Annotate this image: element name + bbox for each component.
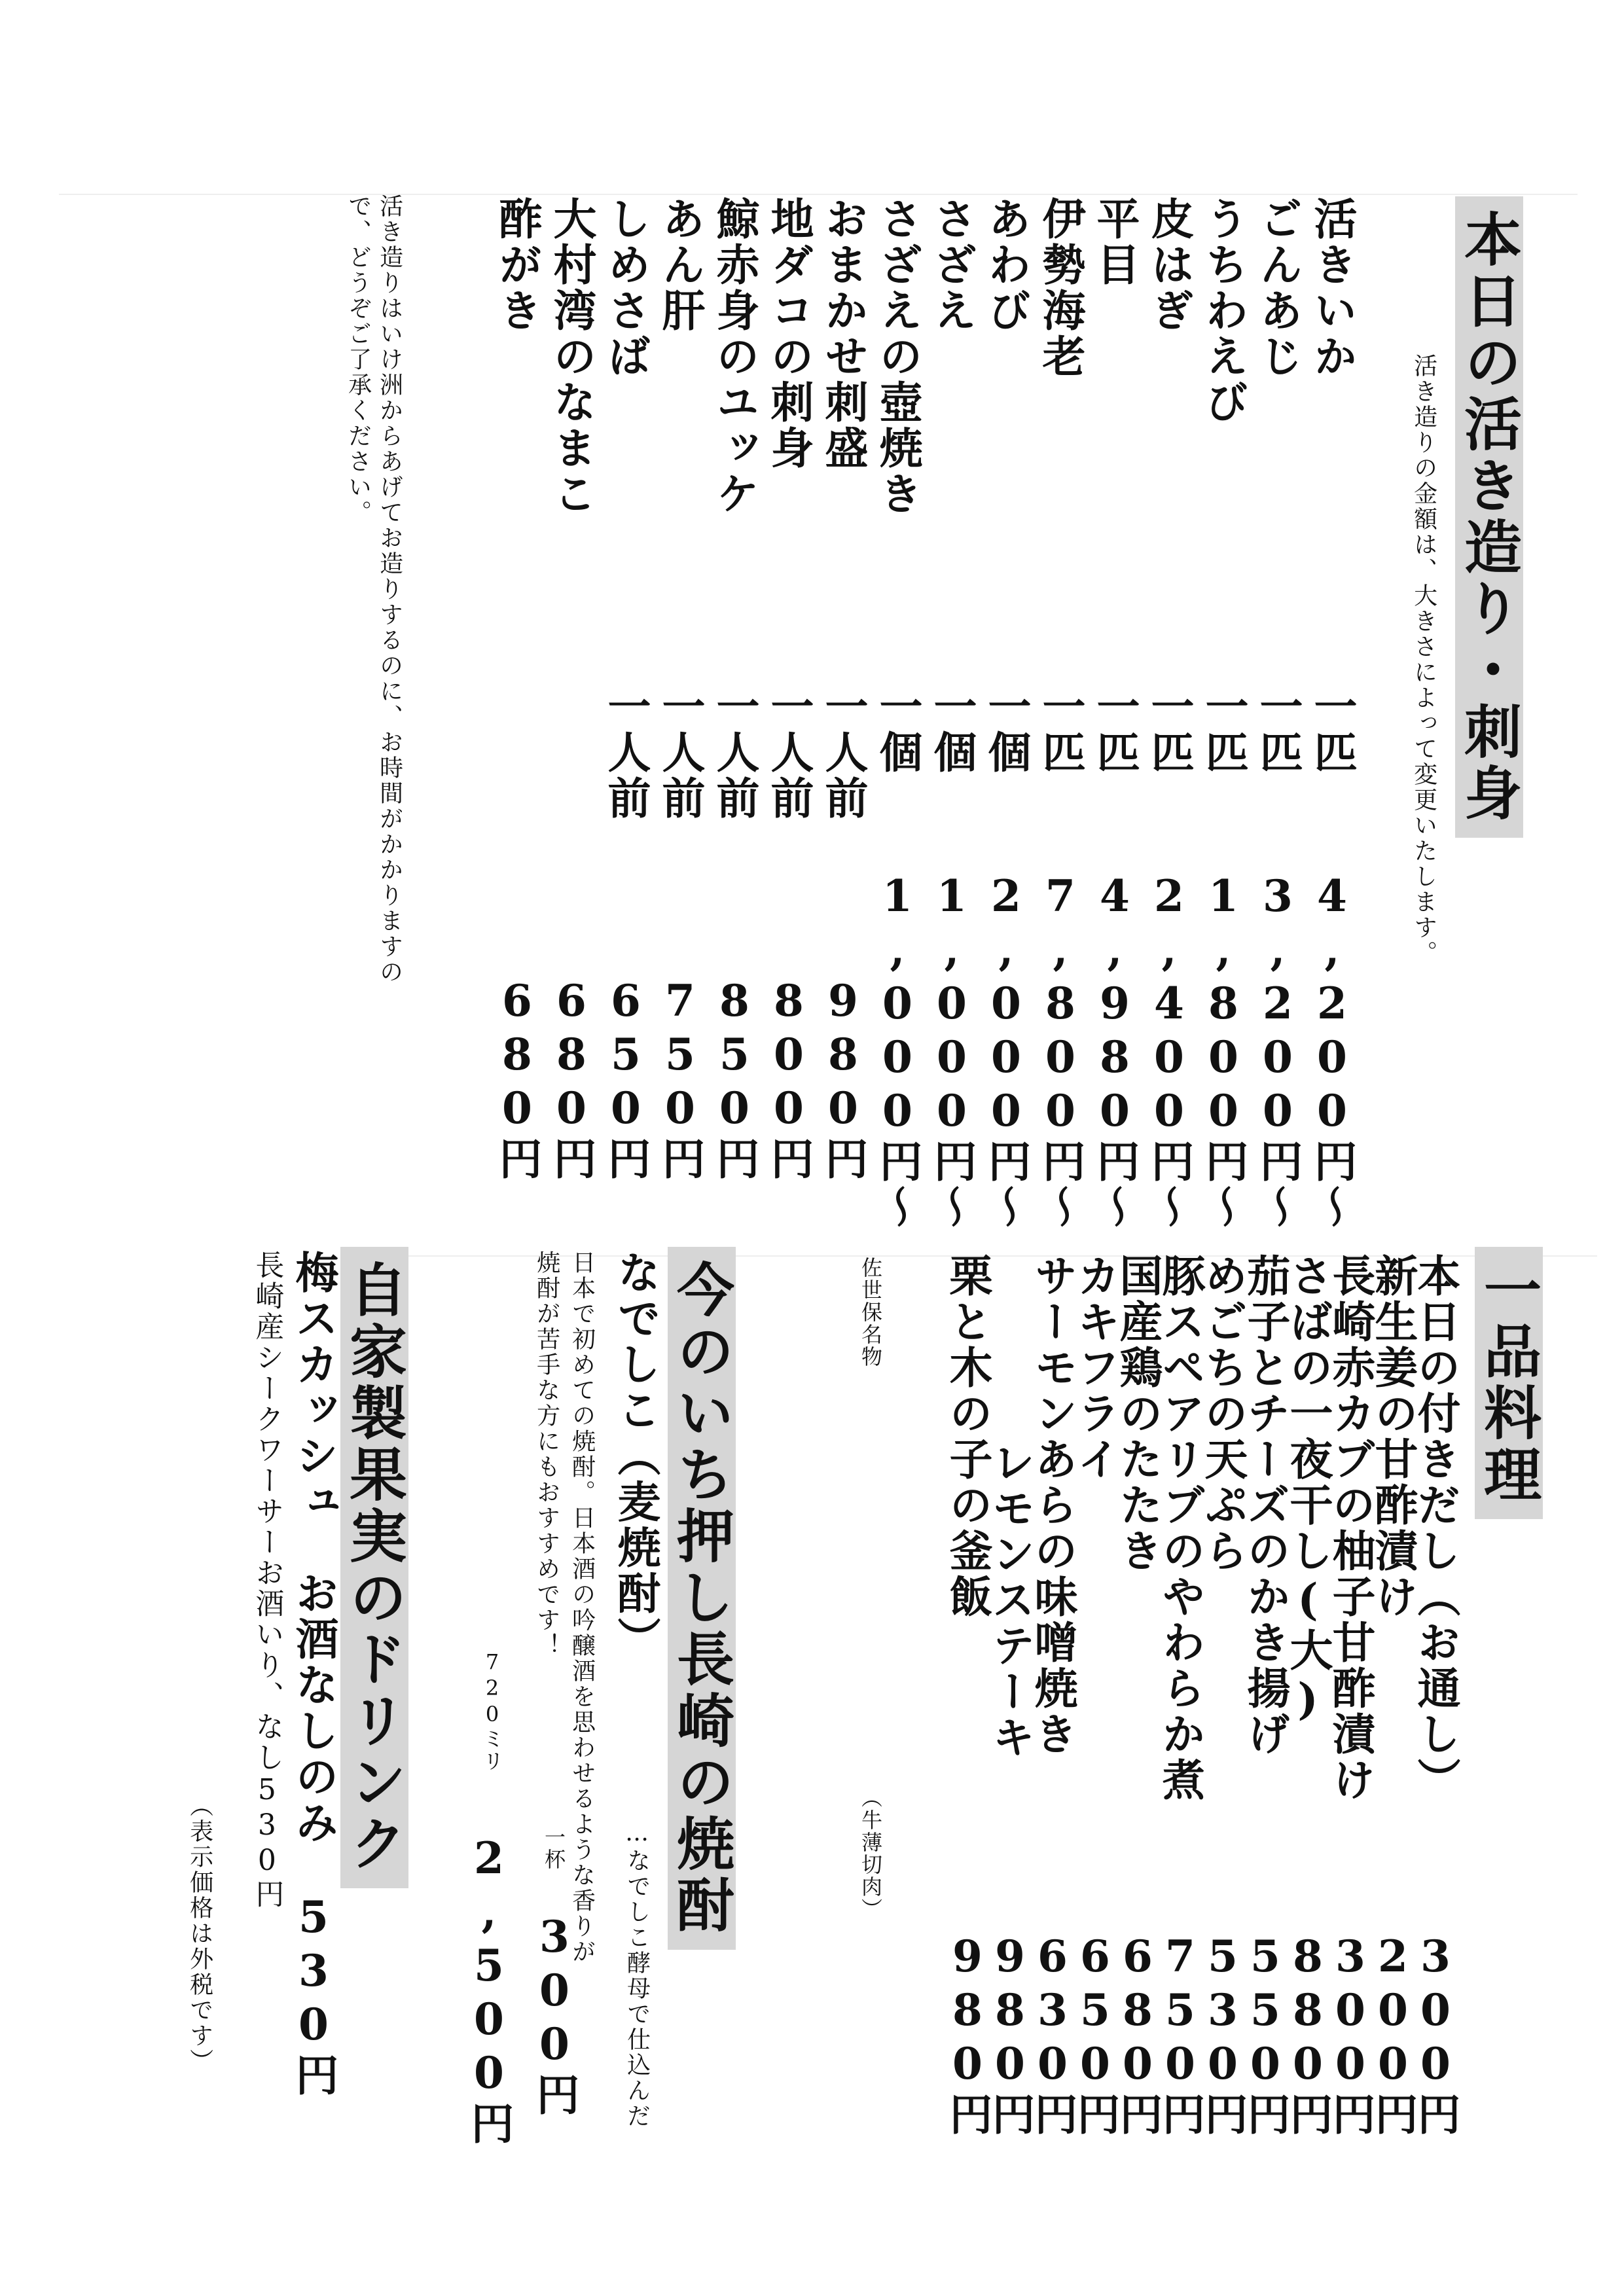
shochu-glass-price: 300円 (529, 1911, 580, 2118)
lemon-prefix: 佐世保名物 (858, 1257, 883, 1368)
sashimi-item-unit: 一人前 (600, 684, 651, 821)
ippin-item-name: サーモンあらの味噌焼き (1027, 1253, 1078, 1757)
ippin-item-price: 530円 (1197, 1931, 1248, 2138)
sashimi-item-price: 2,000円〜 (981, 870, 1032, 1230)
drinks-title: 自家製果実のドリンク (340, 1247, 408, 1888)
drink-item-ume: 梅スカッシュ お酒なしのみ 530円 (288, 1250, 339, 2098)
ippin-item-price: 300円 (1410, 1931, 1461, 2138)
sashimi-item-unit: 一匹 (1144, 684, 1195, 776)
ippin-item-name: 茄子とチーズのかき揚げ (1240, 1253, 1291, 1757)
ippin-title: 一品料理 (1475, 1247, 1543, 1519)
sashimi-item-unit: 一人前 (709, 684, 760, 821)
ippin-item-name: 長崎赤カブの柚子甘酢漬け (1325, 1253, 1376, 1803)
sashimi-item-price: 4,200円〜 (1307, 870, 1358, 1230)
sashimi-item-unit: 一匹 (1035, 684, 1086, 776)
ippin-item-price: 980円 (942, 1931, 993, 2138)
ippin-item-name: レモンステーキ (984, 1440, 1036, 1761)
sashimi-item-unit: 一人前 (818, 684, 869, 821)
ippin-item-name: 本日の付きだし（お通し） (1410, 1253, 1461, 1803)
sashimi-item-price: 2,400円〜 (1144, 870, 1195, 1230)
sashimi-item-price: 3,200円〜 (1252, 870, 1303, 1230)
sashimi-item-unit: 一匹 (1307, 684, 1358, 776)
ippin-item-name: めごちの天ぷら (1197, 1253, 1248, 1574)
ippin-item-name: 国産鶏のたたき (1112, 1253, 1163, 1574)
shochu-glass-label: 一杯 (541, 1826, 566, 1871)
sashimi-item-price: 1,000円〜 (926, 870, 977, 1230)
shochu-desc-2: 焼酎が苦手な方にもおすすめです！ (533, 1250, 560, 1659)
sashimi-item-name: あん肝 (655, 196, 706, 334)
sashimi-item-unit: 一匹 (1198, 684, 1249, 776)
ippin-item-price: 630円 (1027, 1931, 1078, 2138)
sashimi-item-price: 4,980円〜 (1089, 870, 1140, 1230)
ippin-item-price: 650円 (1070, 1931, 1121, 2138)
ippin-item-name: 新生姜の甘酢漬け (1367, 1253, 1418, 1620)
sashimi-item-name: あわび (981, 196, 1032, 334)
sashimi-item-name: 伊勢海老 (1035, 196, 1086, 380)
tax-note: （表示価格は外税です） (186, 1793, 213, 2074)
shochu-title: 今のいち押し長崎の焼酎 (668, 1247, 736, 1950)
sashimi-footnote-1: 活き造りはいけ洲からあげてお造りするのに、お時間がかかりますの (376, 194, 403, 985)
ippin-item-price: 880円 (1282, 1931, 1333, 2138)
sashimi-footnote-2: で、どうぞご了承ください。 (344, 194, 372, 526)
sashimi-item-unit: 一人前 (655, 684, 706, 821)
sashimi-item-name: 酢がき (492, 196, 543, 334)
sashimi-item-price: 650円 (600, 975, 651, 1182)
sashimi-item-name: うちわえび (1198, 196, 1249, 425)
ippin-item-price: 550円 (1240, 1931, 1291, 2138)
lemon-suffix: （牛薄切肉） (858, 1787, 883, 1920)
ippin-item-price: 680円 (1112, 1931, 1163, 2138)
ippin-item-name: 栗と木の子の釜飯 (942, 1253, 993, 1620)
sashimi-item-price: 750円 (655, 975, 706, 1182)
sashimi-item-name: さざえの壺焼き (872, 196, 923, 517)
sashimi-item-price: 680円 (546, 975, 597, 1182)
sashimi-item-name: ごんあじ (1252, 196, 1303, 380)
sashimi-item-name: 地ダコの刺身 (763, 196, 814, 471)
sashimi-item-unit: 一個 (926, 684, 977, 776)
sashimi-item-unit: 一匹 (1089, 684, 1140, 776)
sashimi-item-price: 680円 (492, 975, 543, 1182)
sashimi-item-price: 7,800円〜 (1035, 870, 1086, 1230)
ippin-item-price: 300円 (1325, 1931, 1376, 2138)
ippin-item-name: カキフライ (1070, 1253, 1121, 1482)
sashimi-title: 本日の活き造り・刺身 (1455, 196, 1523, 838)
sashimi-item-price: 1,000円〜 (872, 870, 923, 1230)
sashimi-item-unit: 一個 (872, 684, 923, 776)
sashimi-item-name: おまかせ刺盛 (818, 196, 869, 471)
shochu-bottle-price: 2,500円 (463, 1833, 514, 2147)
sashimi-item-price: 850円 (709, 975, 760, 1182)
ippin-item-name: さばの一夜干し(大) (1282, 1253, 1333, 1727)
sashimi-item-unit: 一人前 (763, 684, 814, 821)
sashimi-item-name: 皮はぎ (1144, 196, 1195, 334)
sashimi-item-price: 1,800円〜 (1198, 870, 1249, 1230)
sashimi-item-unit: 一個 (981, 684, 1032, 776)
shochu-name: なでしこ（麦焼酎） (610, 1250, 661, 1662)
ippin-item-name: 豚スペアリブのやわらか煮 (1155, 1253, 1206, 1803)
sashimi-item-name: 大村湾のなまこ (546, 196, 597, 517)
sashimi-item-name: 鯨赤身のユッケ (709, 196, 760, 517)
sashimi-item-unit: 一匹 (1252, 684, 1303, 776)
sashimi-item-price: 800円 (763, 975, 814, 1182)
sashimi-item-name: さざえ (926, 196, 977, 334)
sashimi-item-name: 活きいか (1307, 196, 1358, 380)
ippin-item-price: 200円 (1367, 1931, 1418, 2138)
sashimi-item-name: しめさば (600, 196, 651, 380)
sashimi-item-name: 平目 (1089, 196, 1140, 288)
sashimi-price-note: 活き造りの金額は、大きさによって変更いたします。 (1410, 353, 1437, 966)
shochu-tagline: …なでしこ酵母で仕込んだ (623, 1820, 651, 2129)
top-rule (59, 194, 1578, 195)
ippin-item-price: 980円 (984, 1931, 1036, 2138)
shochu-bottle-label: 720ミリ (480, 1649, 505, 1772)
drink-item-shikuwasa: 長崎産シークワーサーお酒いり、なし530円 (250, 1250, 284, 1910)
ippin-item-price: 750円 (1155, 1931, 1206, 2138)
shochu-desc-1: 日本で初めての焼酎。日本酒の吟醸酒を思わせるような香りが (568, 1250, 596, 1965)
sashimi-item-price: 980円 (818, 975, 869, 1182)
